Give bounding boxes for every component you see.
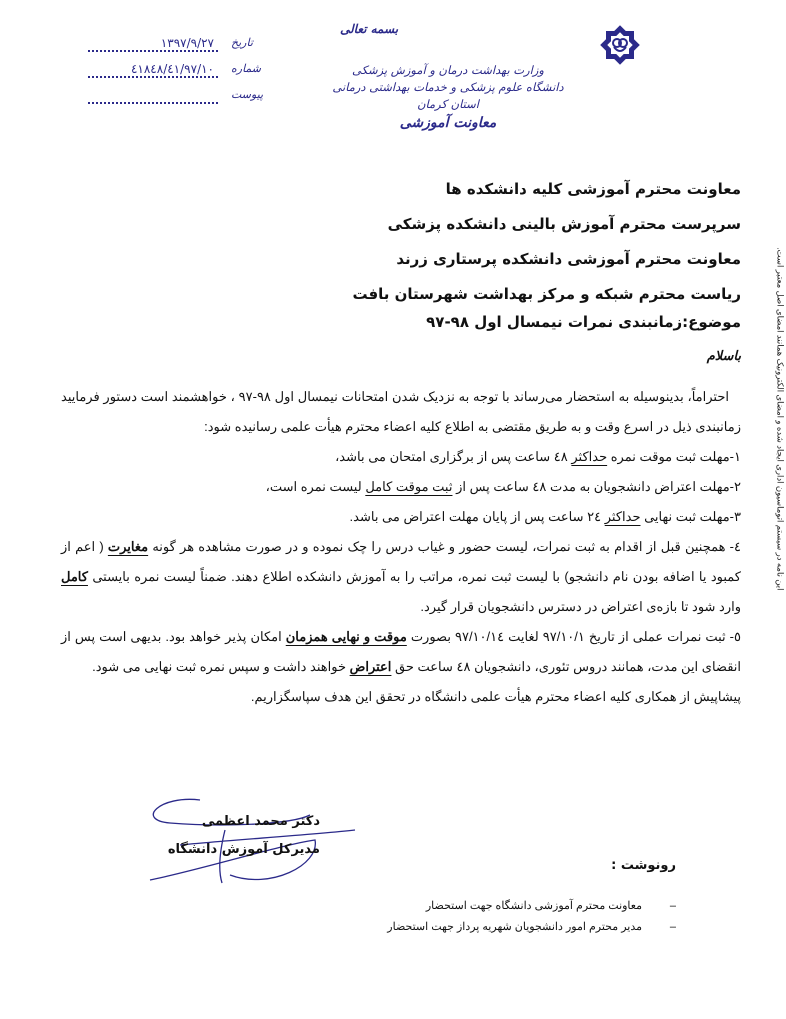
item-4-text-mid: ( اعم از کمبود یا اضافه بودن نام دانشجو) با لیست ثبت نمره، مراتب را به آموزش دانشکده اطلاع دهند. ضمناً لیست نمره بایستی [61, 539, 741, 584]
item-5 [61, 622, 741, 682]
meta-number [88, 62, 288, 88]
item-3-emphasis: حداکثر [604, 509, 641, 524]
letter-meta [88, 36, 288, 114]
item-5-emphasis-2: اعتراض [349, 659, 392, 674]
e-signature-notice: این نامه در سیستم اتوماسیون اداری ایجاد شده و امضای الکترونیک همانند امضای اصل معتبر است. [775, 247, 786, 591]
attachment-label: پیوست [231, 88, 264, 101]
item-4-emphasis: مغایرت [107, 539, 149, 554]
signatory-title: مدیرکل آموزش دانشگاه [167, 842, 320, 857]
subject-line: موضوع:زمانبندی نمرات نیمسال اول ۹۸-۹۷ [426, 313, 741, 331]
item-2-emphasis: ثبت موقت کامل [365, 479, 453, 494]
closing-paragraph: پیشاپیش از همکاری کلیه اعضاء محترم هیأت علمی دانشگاه در تحقق این هدف سپاسگزاریم. [250, 689, 741, 704]
cc-item-text: مدیر محترم امور دانشجویان شهریه پرداز جهت استحضار [387, 921, 642, 933]
attachment-value [88, 88, 218, 104]
item-1-text-end: ٤۸ ساعت پس از برگزاری امتحان می باشد، [335, 449, 572, 464]
cc-title: رونوشت : [611, 858, 676, 873]
ministry-header [328, 62, 568, 132]
item-4 [61, 532, 741, 622]
bullet-dash-icon: – [669, 900, 676, 912]
date-value: ۱۳۹۷/۹/۲۷ [88, 36, 218, 52]
greeting: باسلام [706, 349, 741, 364]
meta-attachment [88, 88, 288, 114]
item-3-text-end: ۲٤ ساعت پس از پایان مهلت اعتراض می باشد. [349, 509, 605, 524]
item-5-text: ٥- ثبت نمرات عملی از تاریخ ۹۷/۱۰/۱ لغایت ۹۷/۱۰/۱٤ بصورت [406, 629, 741, 644]
signature-block [150, 808, 320, 864]
item-4-text-end: وارد شود تا بازه‌ی اعتراض در دسترس دانشجویان قرار گیرد. [420, 599, 741, 614]
item-4-text: ٤- همچنین قبل از اقدام به ثبت نمرات، لیست حضور و غیاب درس را چک نموده و در صورت مشاهده هر گونه [148, 539, 741, 554]
cc-item [387, 896, 676, 917]
signatory-name: دکتر محمد اعظمی [201, 814, 320, 829]
number-label: شماره [231, 62, 262, 75]
cc-item [387, 917, 676, 938]
item-2-text: ۲-مهلت اعتراض دانشجویان به مدت ٤۸ ساعت پس از [452, 479, 741, 494]
department-name: معاونت آموزشی [399, 115, 497, 131]
invocation: بسمه تعالی [340, 22, 399, 36]
item-3 [61, 502, 741, 532]
recipient: معاونت محترم آموزشی دانشکده پرستاری زرند [396, 250, 741, 268]
item-1 [61, 442, 741, 472]
university-emblem-icon [597, 22, 643, 68]
side-note [770, 247, 786, 591]
recipient: ریاست محترم شبکه و مرکز بهداشت شهرستان بافت [352, 285, 741, 303]
item-5-emphasis: موقت و نهایی همزمان [285, 629, 407, 644]
cc-list [387, 896, 676, 938]
number-value: ۹۷/۱۰/٤۱/٤۱۸٤۸ [88, 62, 218, 78]
recipient: معاونت محترم آموزشی کلیه دانشکده ها [445, 180, 741, 198]
item-5-text-mid: امکان پذیر خواهد بود. بدیهی است پس از انقضای این مدت، همانند دروس تئوری، دانشجویان ٤۸ ساعت حق [61, 629, 741, 674]
recipient: سرپرست محترم آموزش بالینی دانشکده پزشکی [387, 215, 741, 233]
intro-paragraph: احتراماً، بدینوسیله به استحضار می‌رساند با توجه به نزدیک شدن امتحانات نیمسال اول ۹۸-۹۷ ، خواهشمند است دستور فرمایید زمانبندی ذیل در اسرع وقت و به طریق مقتضی به اطلاع کلیه اعضاء محترم هیأت علمی رسانیده شود: [61, 389, 741, 434]
item-4-emphasis-2: کامل [61, 569, 88, 584]
item-1-text: ۱-مهلت ثبت موقت نمره [607, 449, 741, 464]
letter-body [61, 382, 741, 712]
bullet-dash-icon: – [669, 921, 676, 933]
item-5-text-end: خواهند داشت و سپس نمره ثبت نهایی می شود. [92, 659, 350, 674]
recipients-list [352, 172, 741, 312]
item-3-text: ۳-مهلت ثبت نهایی [640, 509, 741, 524]
ministry-name: وزارت بهداشت درمان و آموزش پزشکی [352, 63, 544, 77]
university-name: دانشگاه علوم پزشکی و خدمات بهداشتی درمانی استان کرمان [332, 80, 564, 111]
item-2 [61, 472, 741, 502]
meta-date [88, 36, 288, 62]
item-1-emphasis: حداکثر [571, 449, 608, 464]
date-label: تاریخ [231, 36, 253, 49]
cc-item-text: معاونت محترم آموزشی دانشگاه جهت استحضار [425, 900, 642, 912]
item-2-text-end: لیست نمره است، [265, 479, 366, 494]
